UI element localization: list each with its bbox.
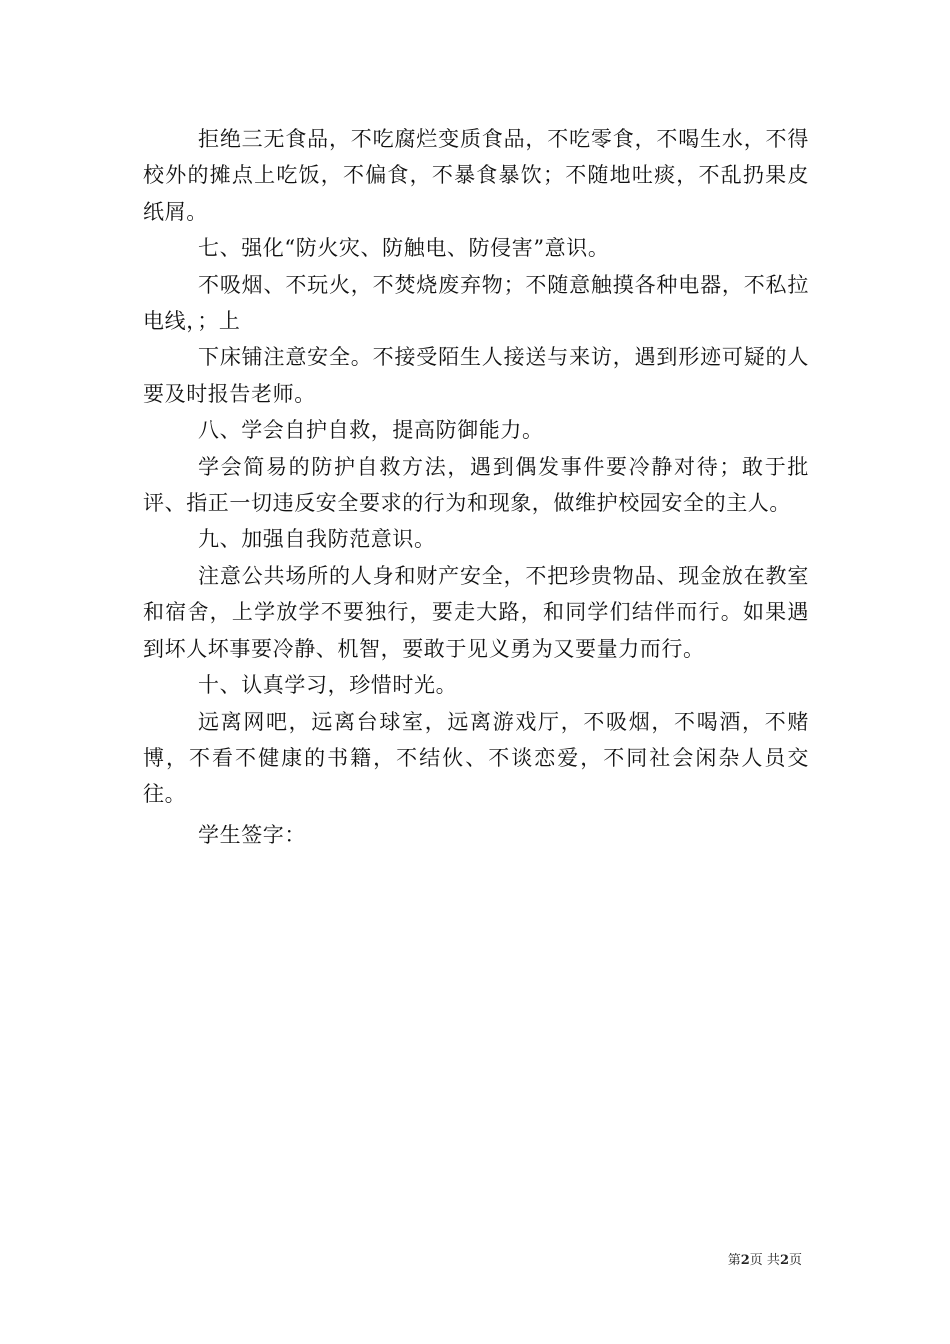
paragraph-bed-safety: 下床铺注意安全。不接受陌生人接送与来访，遇到形迹可疑的人要及时报告老师。 [143,345,809,406]
heading-section-eight: 八、学会自护自救，提高防御能力。 [198,418,544,443]
paragraph-self-rescue: 学会简易的防护自救方法，遇到偶发事件要冷静对待；敢于批评、指正一切违反安全要求的行为和现象，做维护校园安全的主人。 [143,454,809,516]
paragraph-fire-safety: 不吸烟、不玩火，不焚烧废弃物；不随意触摸各种电器，不私拉电线，；上 [143,272,809,334]
paragraph-self-protection: 注意公共场所的人身和财产安全，不把珍贵物品、现金放在教室和宿舍，上学放学不要独行，要走大路，和同学们结伴而行。如果遇到坏人坏事要冷静、机智，要敢于见义勇为又要量力而行。 [143,563,809,661]
paragraph-food-safety: 拒绝三无食品，不吃腐烂变质食品，不吃零食，不喝生水，不得校外的摊点上吃饭，不偏食，不暴食暴饮；不随地吐痰，不乱扔果皮纸屑。 [143,127,809,224]
footer-prefix: 第 [727,1253,741,1268]
document-body [143,121,809,853]
heading-section-seven: 七、强化“防火灾、防触电、防侵害”意识。 [198,236,610,261]
page-number-footer [728,1249,802,1268]
heading-section-nine: 九、加强自我防范意识。 [198,527,436,552]
footer-current-page: 2 [740,1253,750,1268]
footer-middle: 页 共 [749,1253,780,1268]
heading-section-ten: 十、认真学习，珍惜时光。 [198,673,458,698]
paragraph-study: 远离网吧，远离台球室，远离游戏厅，不吸烟，不喝酒，不赌博，不看不健康的书籍，不结伙、不谈恋爱，不同社会闲杂人员交往。 [143,709,809,807]
footer-suffix: 页 [788,1253,802,1268]
student-signature-label: 学生签字： [198,822,306,847]
footer-total-pages: 2 [779,1253,789,1268]
